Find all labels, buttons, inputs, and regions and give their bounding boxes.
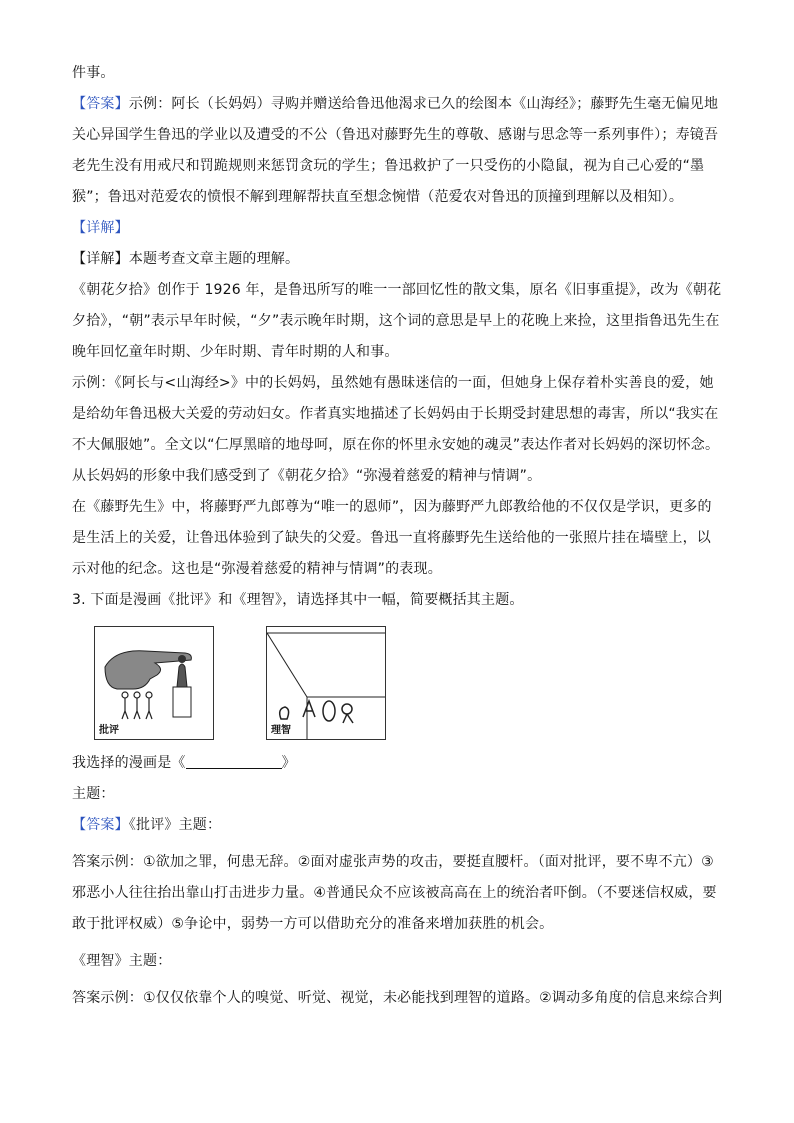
figure-caption: 批评 xyxy=(99,725,119,736)
document-page xyxy=(72,58,724,1014)
detail-heading: 【详解】 xyxy=(72,220,129,236)
answer-criticism: 答案示例：①欲加之罪，何患无辞。②面对虚张声势的攻击，要挺直腰杆。（面对批评，要不卑不亢）③邪恶小人往往抬出靠山打击进步力量。④普通民众不应该被高高在上的统治者吓倒。（不要迷信权威，要敢于批评权威）⑤争论中，弱势一方可以借助充分的准备来增加获胜的机会。 xyxy=(72,854,717,932)
paragraph: 示例：《阿长与<山海经>》中的长妈妈，虽然她有愚昧迷信的一面，但她身上保存着朴实善良的爱，她是给幼年鲁迅极大关爱的劳动妇女。作者真实地描述了长妈妈由于长期受封建思想的毒害，所以“我实在不大佩服她”。全文以“仁厚黑暗的地母呵，原在你的怀里永安她的魂灵”表达作者对长妈妈的深切怀念。从长妈妈的形象中我们感受到了《朝花夕拾》“弥漫着慈爱的精神与情调”。 xyxy=(72,375,720,484)
answer-reason: 答案示例：①仅仅依靠个人的嗅觉、听觉、视觉，未必能找到理智的道路。②调动多角度的信息来综合判 xyxy=(72,990,723,1006)
paragraph: 《朝花夕拾》创作于 1926 年，是鲁迅所写的唯一一部回忆性的散文集，原名《旧事重提》，改为《朝花夕拾》，“朝”表示早年时候，“夕”表示晚年时期，这个词的意思是早上的花晚上来捡，这里指鲁迅先生在晚年回忆童年时期、少年时期、青年时期的人和事。 xyxy=(72,282,722,360)
detail-paragraph: 【详解】本题考查文章主题的理解。 xyxy=(72,251,300,267)
answer-tag: 【答案】 xyxy=(72,817,129,833)
detail-tag: 【详解】 xyxy=(72,251,129,267)
question-3: 3. 下面是漫画《批评》和《理智》，请选择其中一幅，简要概括其主题。 xyxy=(72,592,524,608)
answer-tag: 【答案】 xyxy=(72,96,129,112)
paragraph: 在《藤野先生》中，将藤野严九郎尊为“唯一的恩师”，因为藤野严九郎教给他的不仅仅是学识，更多的是生活上的关爱，让鲁迅体验到了缺失的父爱。鲁迅一直将藤野先生送给他的一张照片挂在墙壁上，以示对他的纪念。这也是“弥漫着慈爱的精神与情调”的表现。 xyxy=(72,499,712,577)
cartoon-reason xyxy=(266,626,386,740)
answer-reason-heading: 《理智》主题： xyxy=(72,953,172,969)
answer-paragraph: 【答案】示例：阿长（长妈妈）寻购并赠送给鲁迅他渴求已久的绘图本《山海经》；藤野先生毫无偏见地关心异国学生鲁迅的学业以及遭受的不公（鲁迅对藤野先生的尊敬、感谢与思念等一系列事件）；寿镜吾老先生没有用戒尺和罚跪规则来惩罚贪玩的学生；鲁迅救护了一只受伤的小隐鼠，视为自己心爱的“墨猴”；鲁迅对范爱农的愤恨不解到理解帮扶直至想念惋惜（范爱农对鲁迅的顶撞到理解以及相知）。 xyxy=(72,96,719,205)
figure-caption: 理智 xyxy=(271,725,291,736)
cartoon-figures xyxy=(94,626,724,742)
answer-heading: 【答案】《批评》主题： xyxy=(72,817,222,833)
choice-line: 我选择的漫画是《 》 xyxy=(72,755,296,771)
cartoon-criticism xyxy=(94,626,214,740)
theme-label: 主题： xyxy=(72,786,115,802)
answer-blank[interactable] xyxy=(186,754,282,769)
paragraph: 件事。 xyxy=(72,65,115,81)
